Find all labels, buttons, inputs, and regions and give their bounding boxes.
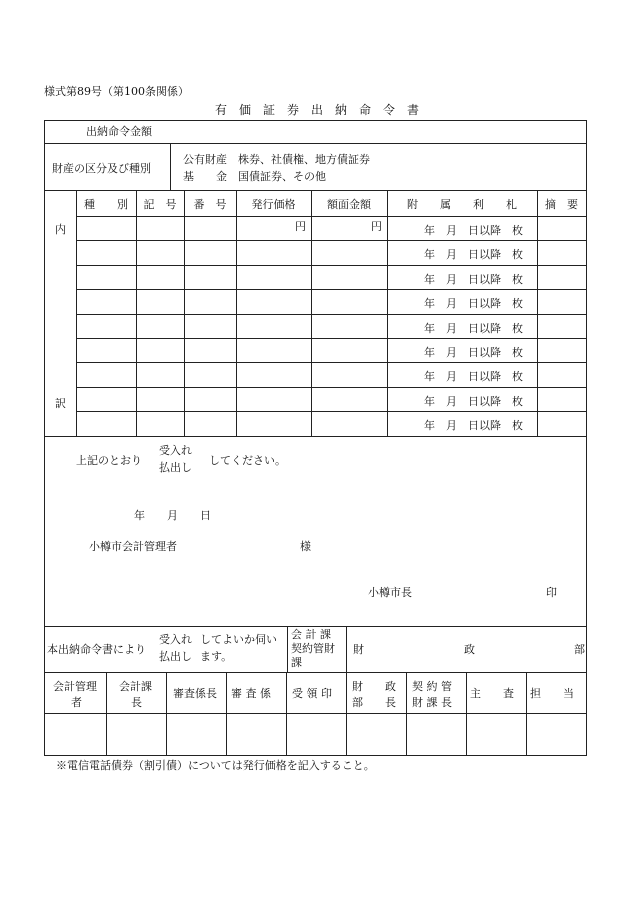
category-line2: 基 金 国債証券、その他 [183,170,326,183]
sig-finance-director-2: 部 長 [352,696,396,709]
rule [311,191,312,436]
sig-contract-chief-1: 契 約 管 [412,680,452,693]
sig-accounting-manager-2: 者 [71,696,82,709]
rule [76,362,587,363]
coupon-row-text: 年 月 日以降 枚 [424,419,523,432]
approval-option-receive: 受入れ [159,633,192,646]
approval-label: 本出納命令書により [47,643,146,656]
sig-accounting-manager-1: 会計管理 [53,680,97,693]
rule [76,216,587,217]
addressee: 小樽市会計管理者 [89,540,177,553]
sig-reviewer: 審 査 係 [231,687,271,700]
frame-left [44,120,45,756]
yen-mark-face: 円 [371,220,382,233]
rule [44,436,587,437]
col-header-symbol: 記 号 [143,198,177,211]
col-header-number: 番 号 [193,198,227,211]
rule [76,387,587,388]
rule [44,143,587,144]
rule [286,672,287,755]
rule [136,191,137,436]
rule [466,672,467,755]
rule [76,289,587,290]
instruction-option-receive: 受入れ [159,444,192,457]
rule [76,338,587,339]
col-header-coupon: 附 属 利 札 [407,198,517,211]
rule [44,190,587,191]
col-header-remarks: 摘 要 [545,198,578,211]
rule [406,672,407,755]
rule [106,672,107,755]
coupon-row-text: 年 月 日以降 枚 [424,297,523,310]
coupon-row-text: 年 月 日以降 枚 [424,273,523,286]
instruction-suffix: してください。 [209,454,286,467]
col-header-issue-price: 発行価格 [251,198,296,211]
dept-finance: 財 [353,643,364,656]
sig-receipt-seal: 受 領 印 [292,687,332,700]
seal-mark: 印 [546,586,557,599]
side-label-top: 内 [55,223,66,236]
frame-top [44,120,587,121]
rule [537,191,538,436]
sig-contract-chief-2: 財 課 長 [412,696,452,709]
frame-bottom [44,755,587,756]
coupon-row-text: 年 月 日以降 枚 [424,370,523,383]
approval-inquiry-suffix: してよいか伺い [200,633,277,646]
instruction-option-pay: 払出し [159,461,192,474]
instruction-prefix: 上記のとおり [76,454,142,467]
rule [44,672,587,673]
sig-staff: 担 当 [530,687,574,700]
dept-part: 部 [574,643,585,656]
coupon-row-text: 年 月 日以降 枚 [424,346,523,359]
coupon-row-text: 年 月 日以降 枚 [424,224,523,237]
rule [526,672,527,755]
honorific: 様 [300,540,311,553]
dept-admin: 政 [464,643,475,656]
rule [236,191,237,436]
rule [287,626,288,673]
sig-accounting-chief-1: 会計課 [119,680,152,693]
rule [44,713,587,714]
coupon-row-text: 年 月 日以降 枚 [424,322,523,335]
col-header-type: 種 別 [84,198,128,211]
category-line1: 公有財産 株券、社債権、地方債証券 [183,153,370,166]
yen-mark-issue: 円 [295,220,306,233]
rule [166,672,167,755]
sig-accounting-chief-2: 長 [131,696,142,709]
side-label-bottom: 訳 [55,397,66,410]
rule [346,626,347,673]
rule [76,191,77,436]
rule [170,143,171,191]
sig-review-head: 審査係長 [173,687,217,700]
rule [76,314,587,315]
rule [346,672,347,755]
rule [184,191,185,436]
sig-finance-director-1: 財 政 [352,680,396,693]
col-header-face-value: 額面金額 [327,198,371,211]
instruction-date: 年 月 日 [134,509,211,522]
rule [226,672,227,755]
section-line3: 課 [291,656,302,669]
sig-chief: 主 査 [470,687,514,700]
coupon-row-text: 年 月 日以降 枚 [424,248,523,261]
footnote: ※電信電話債券（割引債）については発行価格を記入すること。 [56,759,375,772]
rule [76,265,587,266]
section-line2: 契約管財 [291,642,335,655]
amount-label: 出納命令金額 [86,125,152,138]
section-line1: 会 計 課 [291,628,331,641]
approval-option-pay: 払出し [159,650,192,663]
mayor-label: 小樽市長 [368,586,412,599]
form-title: 有 価 証 券 出 納 命 令 書 [215,103,420,117]
category-label: 財産の区分及び種別 [52,162,151,175]
rule [387,191,388,436]
rule [76,411,587,412]
rule [44,626,587,627]
approval-statement-suffix: ます。 [200,650,233,663]
form-number: 様式第89号（第100条関係） [44,85,189,98]
rule [76,240,587,241]
coupon-row-text: 年 月 日以降 枚 [424,395,523,408]
